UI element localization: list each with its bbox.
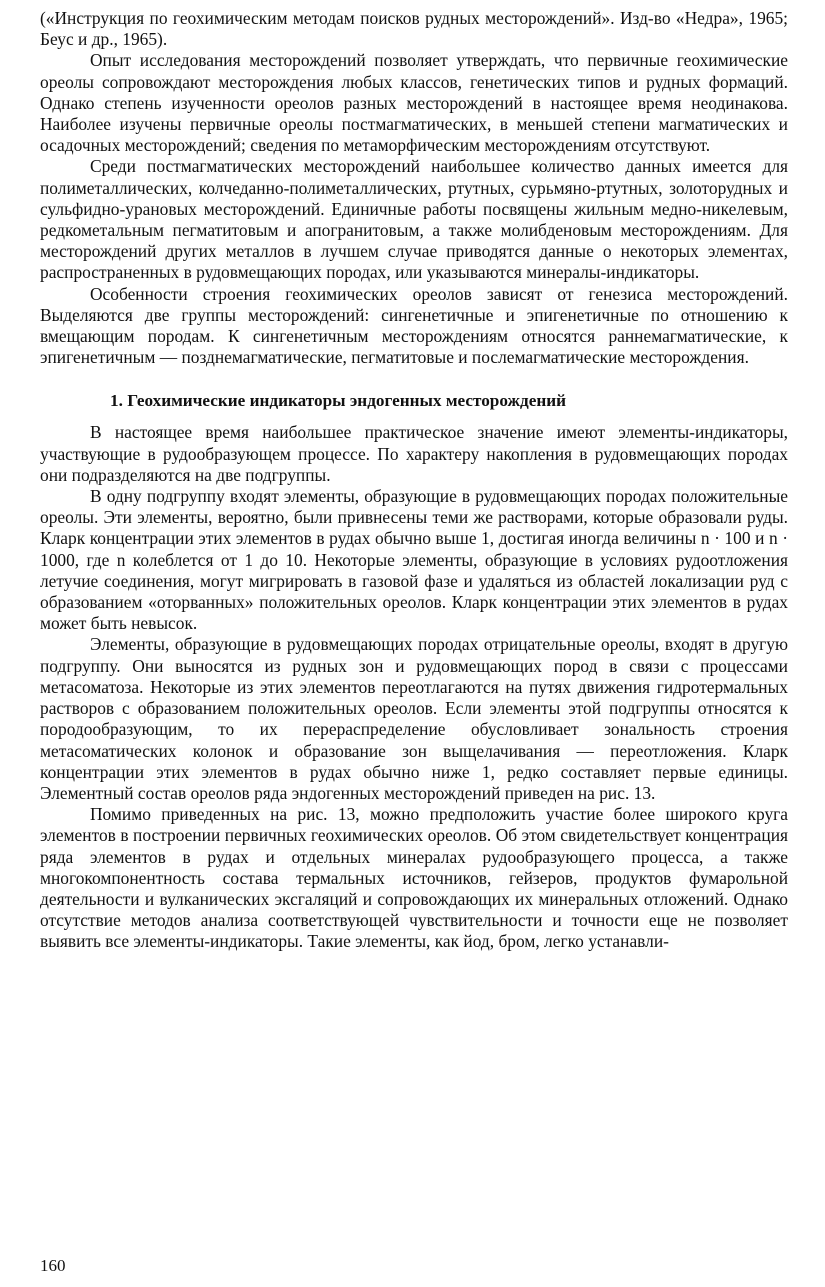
- paragraph-2: Опыт исследования месторождений позволяет утверждать, что первичные геохимические ореолы сопровождают месторождения любых классов, генетических типов и рудных формаций. Однако степень изученности ореолов разных месторождений в настоящее время неодинакова. Наиболее изучены первичные ореолы постмагматических, в меньшей степени магматических и осадочных месторождений; сведения по метаморфическим месторождениям отсутствуют.: [40, 50, 788, 156]
- paragraph-3: Среди постмагматических месторождений наибольшее количество данных имеется для полиметаллических, колчеданно-полиметаллических, ртутных, сурьмяно-ртутных, золоторудных и сульфидно-урановых месторождений. Единичные работы посвящены жильным медно-никелевым, редкометальным пегматитовым и апогранитовым, а также молибденовым месторождениям. Для месторождений других металлов в лучшем случае приводятся данные о некоторых элементах, распространенных в рудовмещающих породах, или указываются минералы-индикаторы.: [40, 156, 788, 283]
- paragraph-5: В настоящее время наибольшее практическое значение имеют элементы-индикаторы, участвующие в рудообразующем процессе. По характеру накопления в рудовмещающих породах они подразделяются на две подгруппы.: [40, 422, 788, 485]
- paragraph-6: В одну подгруппу входят элементы, образующие в рудовмещающих породах положительные ореолы. Эти элементы, вероятно, были привнесены теми же растворами, которые образовали руды. Кларк концентрации этих элементов в рудах обычно выше 1, достигая иногда величины n · 100 и n · 1000, где n колеблется от 1 до 10. Некоторые элементы, образующие в условиях рудоотложения летучие соединения, могут мигрировать в газовой фазе и удаляться из областей локализации руд с образованием «оторванных» положительных ореолов. Кларк концентрации этих элементов в рудах может быть невысок.: [40, 486, 788, 634]
- paragraph-8: Помимо приведенных на рис. 13, можно предположить участие более широкого круга элементов в построении первичных геохимических ореолов. Об этом свидетельствует концентрация ряда элементов в рудах и отдельных минералах рудообразующего процесса, а также многокомпонентность состава термальных источников, гейзеров, продуктов фумарольной деятельности и вулканических эксгаляций и сопровождающих их минеральных отложений. Однако отсутствие методов анализа соответствующей чувствительности и точности еще не позволяет выявить все элементы-индикаторы. Такие элементы, как йод, бром, легко устанавли-: [40, 804, 788, 952]
- paragraph-4: Особенности строения геохимических ореолов зависят от генезиса месторождений. Выделяются две группы месторождений: сингенетичные и эпигенетичные по отношению к вмещающим породам. К сингенетичным месторождениям относятся раннемагматические, к эпигенетичным — позднемагматические, пегматитовые и послемагматические месторождения.: [40, 283, 788, 368]
- section-heading: 1. Геохимические индикаторы эндогенных месторождений: [110, 391, 567, 411]
- page-number: 160: [40, 1256, 66, 1275]
- paragraph-1: («Инструкция по геохимическим методам поисков рудных месторождений». Изд-во «Недра», 1965; Беус и др., 1965).: [40, 8, 788, 50]
- document-page: [40, 8, 788, 1278]
- paragraph-7: Элементы, образующие в рудовмещающих породах отрицательные ореолы, входят в другую подгруппу. Они выносятся из рудных зон и рудовмещающих пород в связи с процессами метасоматоза. Некоторые из этих элементов переотлагаются на путях движения гидротермальных растворов с образованием положительных ореолов. Если элементы этой подгруппы относятся к породообразующим, то их перераспределение обусловливает зональность строения метасоматических колонок и образование зон выщелачивания — переотложения. Кларк концентрации этих элементов в рудах обычно ниже 1, редко составляет первые единицы. Элементный состав ореолов ряда эндогенных месторождений приведен на рис. 13.: [40, 634, 788, 803]
